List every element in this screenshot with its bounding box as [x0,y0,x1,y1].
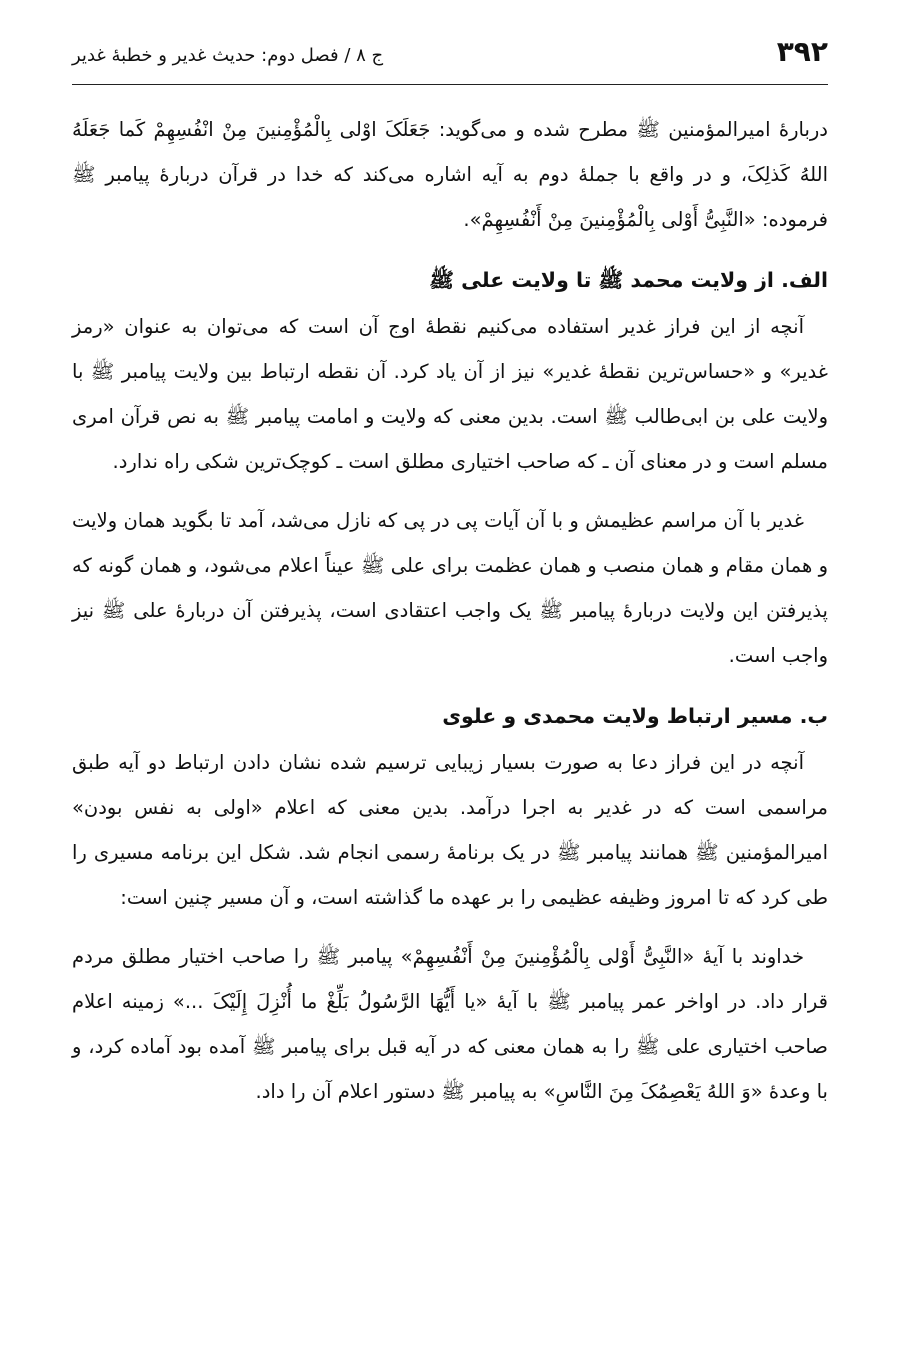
section-heading-a: الف. از ولایت محمد ﷺ تا ولایت علی ﷺ [429,268,828,292]
paragraph-1: دربارهٔ امیرالمؤمنین ﷺ مطرح شده و می‌گوید: جَعَلَکَ اوْلی بِالْمُؤْمِنینَ مِنْ انْفُسِهِمْ کَما جَعَلَهُ اللهُ کَذلِکَ، و در واقع با جملهٔ دوم به آیه اشاره می‌کند که خدا در قرآن دربارهٔ پیامبر ﷺ فرموده: «النَّبِیُّ أَوْلی بِالْمُؤْمِنینَ مِنْ أَنْفُسِهِمْ». [72,118,828,231]
book-page [72,32,828,1366]
page-number: ۳۹۲ [776,35,828,68]
paragraph-2: آنچه از این فراز غدیر استفاده می‌کنیم نقطهٔ اوج آن است که می‌توان به عنوان «رمز غدیر» و «حساس‌ترین نقطهٔ غدیر» نیز از آن یاد کرد. آن نقطه ارتباط بین ولایت پیامبر ﷺ با ولایت علی بن ابی‌طالب ﷺ است. بدین معنی که ولایت و امامت پیامبر ﷺ به نص قرآن امری مسلم است و در معنای آن ـ که صاحب اختیاری مطلق است ـ کوچک‌ترین شکی راه ندارد. [72,315,828,473]
paragraph-5: خداوند با آیهٔ «النَّبِیُّ أَوْلی بِالْمُؤْمِنینَ مِنْ أَنْفُسِهِمْ» پیامبر ﷺ را صاحب اختیار مطلق مردم قرار داد. در اواخر عمر پیامبر ﷺ با آیهٔ «یا أَیُّهَا الرَّسُولُ بَلِّغْ ما أُنْزِلَ إِلَیْکَ ...» زمینه اعلام صاحب اختیاری علی ﷺ را به همان معنی که در آیه قبل برای پیامبر ﷺ آمده بود آماده کرد، و با وعدهٔ «وَ اللهُ یَعْصِمُکَ مِنَ النَّاسِ» به پیامبر ﷺ دستور اعلام آن را داد. [72,945,828,1103]
running-header [72,32,828,85]
paragraph-4: آنچه در این فراز دعا به صورت بسیار زیبایی ترسیم شده نشان دادن ارتباط دو آیه طبق مراسمی است که در غدیر به اجرا درآمد. بدین معنی که اعلام «اولی به نفس بودن» امیرالمؤمنین ﷺ همانند پیامبر ﷺ در یک برنامهٔ رسمی انجام شد. شکل این برنامه مسیری را طی کرد که تا امروز وظیفه عظیمی را بر عهده ما گذاشته است، و آن مسیر چنین است: [72,751,828,909]
paragraph-3: غدیر با آن مراسم عظیمش و با آن آیات پی در پی که نازل می‌شد، آمد تا بگوید همان ولایت و همان مقام و همان منصب و همان عظمت برای علی ﷺ عیناً اعلام می‌شود، و همان گونه که پذیرفتن این ولایت دربارهٔ پیامبر ﷺ یک واجب اعتقادی است، پذیرفتن آن دربارهٔ علی ﷺ نیز واجب است. [72,509,828,667]
section-heading-b: ب. مسیر ارتباط ولایت محمدی و علوی [442,704,828,728]
running-title: ج ۸ / فصل دوم: حدیث غدیر و خطبهٔ غدیر [72,45,384,66]
